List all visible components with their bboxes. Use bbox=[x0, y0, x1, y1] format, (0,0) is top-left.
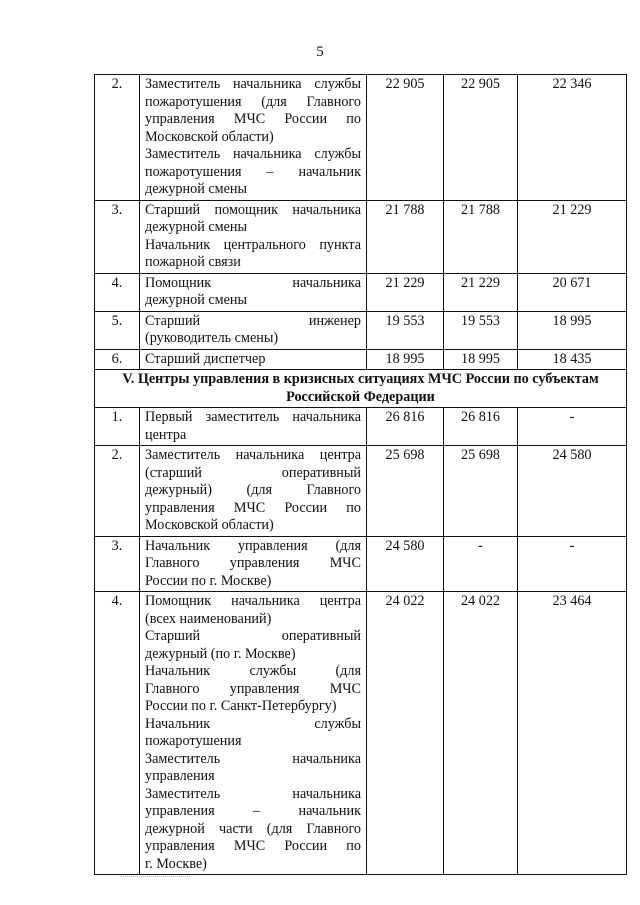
position-name-line: управления – начальник bbox=[145, 803, 361, 819]
table-row bbox=[95, 592, 627, 875]
position-name-line: Начальник службы (для bbox=[145, 663, 361, 679]
salary-value-2: 21 229 bbox=[444, 273, 518, 311]
row-number: 4. bbox=[95, 273, 140, 311]
table-row bbox=[95, 408, 627, 446]
position-name bbox=[140, 408, 367, 446]
position-name-line: пожаротушения – начальник bbox=[145, 163, 361, 180]
table-body-bottom bbox=[95, 408, 627, 875]
position-name-line: дежурной смены bbox=[145, 181, 248, 197]
salary-value-2: - bbox=[444, 536, 518, 592]
position-name-line: пожарной связи bbox=[145, 254, 241, 270]
position-name-line: Заместитель начальника службы bbox=[145, 76, 361, 92]
position-name-line: (старший оперативный bbox=[145, 464, 361, 481]
position-name-line: пожаротушения bbox=[145, 733, 242, 749]
position-name-line: Заместитель начальника bbox=[145, 785, 361, 802]
salary-value-1: 24 022 bbox=[367, 592, 444, 875]
salary-value-2: 25 698 bbox=[444, 446, 518, 537]
position-name bbox=[140, 273, 367, 311]
table-row bbox=[95, 200, 627, 273]
row-number: 2. bbox=[95, 75, 140, 201]
position-name-line: Старший помощник начальника bbox=[145, 201, 361, 218]
position-name-line: Начальник службы bbox=[145, 715, 361, 732]
salary-value-3: 18 435 bbox=[518, 349, 627, 370]
position-name bbox=[140, 200, 367, 273]
position-name-line: (руководитель смены) bbox=[145, 330, 279, 346]
salary-value-2: 19 553 bbox=[444, 311, 518, 349]
salary-value-3: - bbox=[518, 408, 627, 446]
salary-value-2: 24 022 bbox=[444, 592, 518, 875]
table-row bbox=[95, 536, 627, 592]
position-name-line: управления МЧС России по bbox=[145, 499, 361, 516]
salary-value-2: 26 816 bbox=[444, 408, 518, 446]
position-name-line: Первый заместитель начальника bbox=[145, 409, 361, 425]
salary-value-3: - bbox=[518, 536, 627, 592]
position-name-line: дежурный (по г. Москве) bbox=[145, 645, 296, 662]
table-row bbox=[95, 349, 627, 370]
position-name-line: Начальник управления (для bbox=[145, 537, 361, 554]
salary-value-1: 26 816 bbox=[367, 408, 444, 446]
salary-value-1: 21 788 bbox=[367, 200, 444, 273]
position-name-line: дежурной смены bbox=[145, 292, 248, 308]
position-name-line: управления bbox=[145, 768, 215, 784]
position-name-line: Московской области) bbox=[145, 517, 274, 533]
position-name-line: России по г. Санкт-Петербургу) bbox=[145, 698, 337, 714]
table-row bbox=[95, 446, 627, 537]
position-name bbox=[140, 75, 367, 201]
position-name bbox=[140, 446, 367, 537]
position-name-line: Начальник центрального пункта bbox=[145, 236, 361, 253]
row-number: 1. bbox=[95, 408, 140, 446]
row-number: 6. bbox=[95, 349, 140, 370]
position-name-line: Главного управления МЧС bbox=[145, 680, 361, 697]
row-number: 2. bbox=[95, 446, 140, 537]
salary-table bbox=[94, 74, 627, 875]
section-title: V. Центры управления в кризисных ситуациях МЧС России по субъектам Российской Федерации bbox=[95, 370, 627, 408]
salary-value-2: 22 905 bbox=[444, 75, 518, 201]
position-name-line: Заместитель начальника службы bbox=[145, 146, 361, 162]
position-name-line: Старший оперативный bbox=[145, 628, 361, 644]
table-row bbox=[95, 311, 627, 349]
table-row bbox=[95, 75, 627, 201]
position-name-line: пожаротушения (для Главного bbox=[145, 93, 361, 110]
table-body-top bbox=[95, 75, 627, 370]
salary-value-1: 19 553 bbox=[367, 311, 444, 349]
position-name bbox=[140, 349, 367, 370]
scan-artifact bbox=[120, 876, 190, 878]
salary-value-3: 18 995 bbox=[518, 311, 627, 349]
position-name-line: Помощник начальника bbox=[145, 274, 361, 291]
row-number: 5. bbox=[95, 311, 140, 349]
section-row-group bbox=[95, 370, 627, 408]
salary-value-3: 22 346 bbox=[518, 75, 627, 201]
position-name-line: Заместитель начальника bbox=[145, 750, 361, 767]
position-name-line: Главного управления МЧС bbox=[145, 555, 361, 571]
salary-value-1: 18 995 bbox=[367, 349, 444, 370]
salary-value-2: 21 788 bbox=[444, 200, 518, 273]
salary-value-3: 20 671 bbox=[518, 273, 627, 311]
salary-value-3: 24 580 bbox=[518, 446, 627, 537]
section-row bbox=[95, 370, 627, 408]
position-name-line: центра bbox=[145, 426, 187, 443]
position-name bbox=[140, 592, 367, 875]
page-number: 5 bbox=[316, 44, 324, 60]
salary-value-2: 18 995 bbox=[444, 349, 518, 370]
position-name-line: дежурный) (для Главного bbox=[145, 482, 361, 498]
row-number: 3. bbox=[95, 200, 140, 273]
position-name-line: управления МЧС России по bbox=[145, 838, 361, 854]
position-name-line: дежурной смены bbox=[145, 219, 248, 235]
table-row bbox=[95, 273, 627, 311]
salary-value-3: 21 229 bbox=[518, 200, 627, 273]
position-name-line: Заместитель начальника центра bbox=[145, 447, 361, 463]
salary-value-1: 25 698 bbox=[367, 446, 444, 537]
row-number: 4. bbox=[95, 592, 140, 875]
position-name-line: Старший инженер bbox=[145, 312, 361, 329]
position-name-line: (всех наименований) bbox=[145, 610, 272, 627]
row-number: 3. bbox=[95, 536, 140, 592]
position-name bbox=[140, 536, 367, 592]
position-name-line: Помощник начальника центра bbox=[145, 593, 361, 609]
position-name-line: управления МЧС России по bbox=[145, 111, 361, 127]
position-name-line: г. Москве) bbox=[145, 855, 207, 872]
position-name-line: Старший диспетчер bbox=[145, 350, 266, 367]
salary-value-1: 24 580 bbox=[367, 536, 444, 592]
salary-value-1: 21 229 bbox=[367, 273, 444, 311]
position-name bbox=[140, 311, 367, 349]
position-name-line: дежурной части (для Главного bbox=[145, 820, 361, 837]
salary-value-1: 22 905 bbox=[367, 75, 444, 201]
position-name-line: Московской области) bbox=[145, 128, 274, 145]
position-name-line: России по г. Москве) bbox=[145, 572, 272, 589]
salary-value-3: 23 464 bbox=[518, 592, 627, 875]
